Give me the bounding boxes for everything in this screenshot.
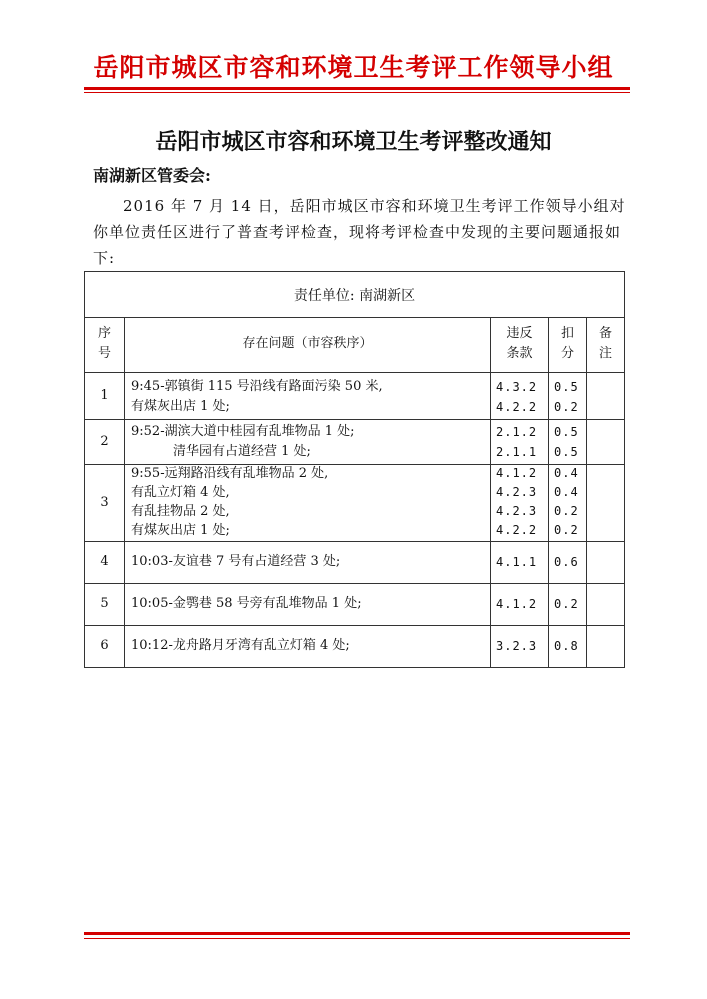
row-clause: 2.1.2 2.1.1 bbox=[496, 425, 538, 459]
row-issue: 10:12-龙舟路月牙湾有乱立灯箱 4 处; bbox=[131, 638, 350, 653]
header-deduct: 扣 分 bbox=[560, 326, 574, 361]
footer-rule-thin bbox=[84, 938, 630, 939]
row-clause: 4.1.2 bbox=[496, 597, 538, 611]
body-paragraph: 2016 年 7 月 14 日，岳阳市城区市容和环境卫生考评工作领导小组对你单位责任区进行了普查考评检查，现将考评检查中发现的主要问题通报如下: bbox=[93, 197, 626, 267]
row-points: 0.8 bbox=[554, 639, 579, 653]
row-issue: 9:52-湖滨大道中桂园有乱堆物品 1 处; 清华园有占道经营 1 处; bbox=[131, 424, 355, 459]
row-number: 1 bbox=[100, 388, 109, 403]
header-clause: 违反 条款 bbox=[506, 326, 533, 361]
header-seq: 序 号 bbox=[97, 326, 111, 361]
row-issue: 10:03-友谊巷 7 号有占道经营 3 处; bbox=[131, 554, 341, 569]
row-points: 0.6 bbox=[554, 555, 579, 569]
row-number: 5 bbox=[100, 596, 109, 611]
row-clause: 4.1.1 bbox=[496, 555, 538, 569]
row-clause: 4.1.2 4.2.3 4.2.3 4.2.2 bbox=[496, 466, 538, 537]
row-points: 0.2 bbox=[554, 597, 579, 611]
header-rule-thick bbox=[84, 87, 630, 90]
addressee: 南湖新区管委会: bbox=[93, 166, 211, 185]
row-number: 4 bbox=[100, 554, 109, 569]
row-points: 0.5 0.5 bbox=[554, 425, 579, 459]
row-number: 2 bbox=[100, 434, 109, 449]
responsible-unit: 责任单位: 南湖新区 bbox=[293, 288, 416, 304]
row-clause: 3.2.3 bbox=[496, 639, 538, 653]
document-title: 岳阳市城区市容和环境卫生考评整改通知 bbox=[155, 129, 552, 155]
row-number: 3 bbox=[100, 495, 109, 510]
header-note: 备 注 bbox=[598, 326, 612, 361]
row-issue: 10:05-金鹗巷 58 号旁有乱堆物品 1 处; bbox=[131, 596, 362, 611]
row-clause: 4.3.2 4.2.2 bbox=[496, 380, 538, 414]
row-issue: 9:45-郭镇街 115 号沿线有路面污染 50 米, 有煤灰出店 1 处; bbox=[131, 379, 383, 414]
row-points: 0.4 0.4 0.2 0.2 bbox=[554, 466, 579, 537]
header-issue: 存在问题（市容秩序） bbox=[242, 336, 373, 351]
footer-rule-thick bbox=[84, 932, 630, 935]
header-rule-thin bbox=[84, 92, 630, 93]
row-number: 6 bbox=[100, 638, 109, 653]
row-points: 0.5 0.2 bbox=[554, 380, 579, 414]
org-header-title: 岳阳市城区市容和环境卫生考评工作领导小组 bbox=[93, 53, 614, 82]
row-issue: 9:55-远翔路沿线有乱堆物品 2 处, 有乱立灯箱 4 处, 有乱挂物品 2 处, 有煤灰出店 1 处; bbox=[131, 466, 329, 538]
